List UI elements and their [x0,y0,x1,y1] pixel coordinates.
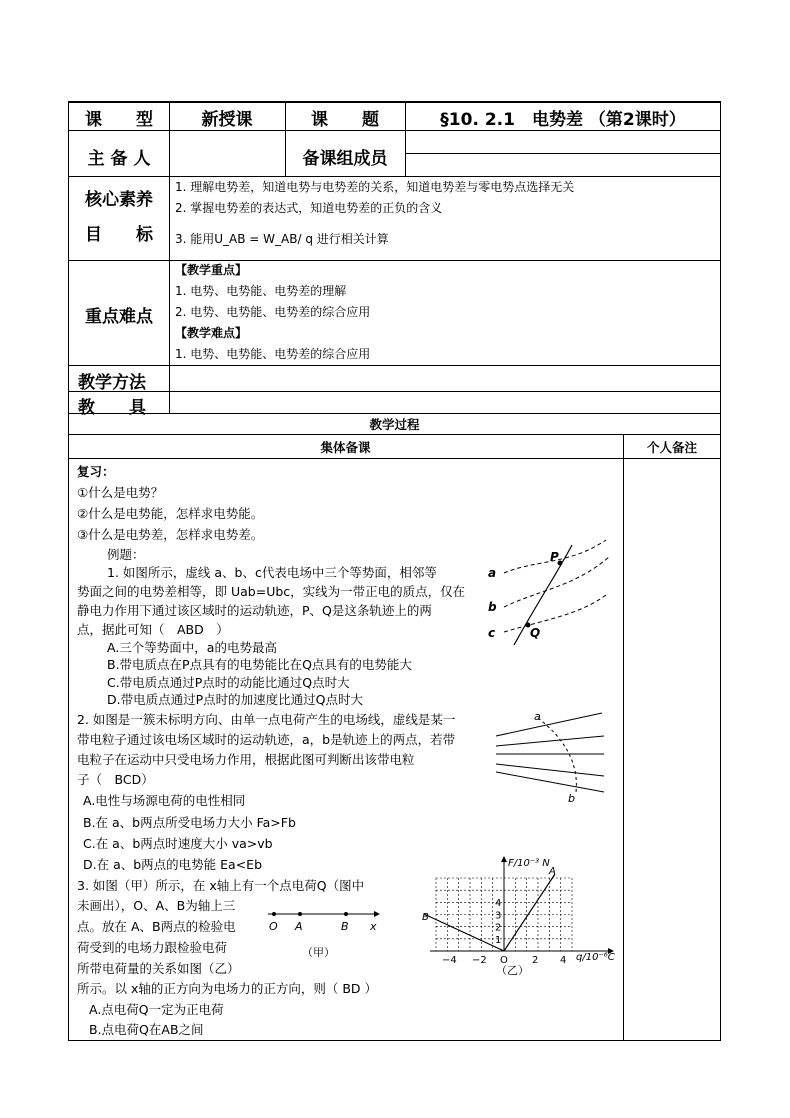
course-type-label: 课 型 [85,110,153,130]
p3-axis-figure [262,904,382,962]
p3-option-b: B.点电荷Q在AB之间 [89,1022,204,1037]
p1-equipotential-figure [484,535,614,645]
topic-value: §10. 2.1 电势差 （第2课时） [440,110,686,130]
label-b: B [422,912,429,923]
col-personal: 个人备注 [646,440,697,455]
p2-line-4: 子（ BCD） [77,772,154,787]
p1-option-c: C.带电质点通过P点时的动能比通过Q点时大 [107,675,350,690]
p3-line-2: 未画出），O、A、B为轴上三 [77,898,236,913]
p2-option-d: D.在 a、b两点的电势能 Ea<Eb [83,857,263,872]
label-p: P [550,550,559,564]
p2-line-2: 带电粒子通过该电场区域时的运动轨迹，a，b是轨迹上的两点，若带 [77,732,456,747]
difficulty-title: 【教学难点】 [175,326,248,340]
field-line-2 [496,736,604,746]
point-o [272,912,276,916]
point-a [298,912,302,916]
x-tick-label: 2 [532,955,539,966]
label-x: x [370,920,377,933]
p1-option-d: D.带电质点通过P点时的加速度比通过Q点时大 [107,692,363,707]
label-a: A [295,920,303,933]
goal-item-1: 1. 理解电势差，知道电势与电势差的关系，知道电势差与零电势点选择无关 [175,180,575,194]
focus-item-1: 1. 电势、电势能、电势差的理解 [175,284,347,298]
p1-line-3: 静电力作用下通过该区域时的运动轨迹，P、Q是这条轨迹上的两 [77,603,432,618]
equipotential-b [504,557,609,607]
y-tick-label: 2 [495,922,502,934]
field-line-1 [496,713,602,736]
goal-item-3: 3. 能用U_AB = W_AB/ q 进行相关计算 [175,232,389,246]
p3-line-5: 所带电荷量的关系如图（乙） [77,961,240,976]
group-label: 备课组成员 [302,149,388,169]
example-label: 例题： [107,547,145,562]
label-o: O [269,920,278,933]
p1-option-b: B.带电质点在P点具有的电势能比在Q点具有的电势能大 [107,657,412,672]
p2-option-b: B.在 a、b两点所受电场力大小 Fa>Fb [83,815,296,830]
p2-line-1: 2. 如图是一簇未标明方向、由单一点电荷产生的电场线，虚线是某一 [77,712,456,727]
p2-option-a: A.电性与场源电荷的电性相同 [83,793,246,808]
review-title: 复习： [77,464,115,479]
label-q: Q [530,626,541,640]
p2-field-lines-figure [494,708,610,806]
goals-label-line2: 目 标 [85,225,153,245]
method-label: 教学方法 [78,373,146,393]
label-a: a [534,710,541,723]
x-tick-label: O [500,955,508,966]
goals-label-line1: 核心素养 [85,190,153,210]
x-tick-label: −4 [442,955,457,966]
review-q1: ①什么是电势？ [77,485,164,500]
y-tick-label: 1 [495,934,502,946]
p3-line-3: 点。放在 A、B两点的检验电 [77,919,236,934]
label-b: b [568,792,575,805]
goal-item-2: 2. 掌握电势差的表达式，知道电势差的正负的含义 [175,201,443,215]
p3-force-charge-graph [420,856,620,978]
label-a: A [549,866,556,877]
point-b [344,912,348,916]
p1-line-2: 势面之间的电势差相等，即 Uab=Ubc，实线为一带正电的质点，仅在 [77,584,466,599]
y-tick-label: 4 [495,898,502,910]
field-line-5 [496,772,604,792]
focus-title: 【教学重点】 [175,263,248,277]
course-type-value: 新授课 [201,110,253,130]
p1-line-4: 点，据此可知（ ABD ） [77,622,229,637]
x-tick-label: −2 [472,955,487,966]
f-axis-label: F/10⁻³ N [508,858,550,869]
key-points-label: 重点难点 [85,307,153,327]
field-line-4 [496,764,604,776]
caption-yi: （乙） [496,964,529,977]
process-title: 教学过程 [369,417,420,432]
p3-option-a: A.点电荷Q一定为正电荷 [89,1002,224,1017]
difficulty-item-1: 1. 电势、电势能、电势差的综合应用 [175,347,371,361]
focus-item-2: 2. 电势、电势能、电势差的综合应用 [175,305,371,319]
topic-label: 课 题 [311,110,379,130]
review-q3: ③什么是电势差，怎样求电势差。 [77,527,264,542]
f-axis-arrow [501,856,507,862]
p3-line-4: 荷受到的电场力跟检验电荷 [77,940,228,955]
line-b [424,914,504,951]
x-axis-arrow [374,911,380,917]
label-c: c [488,626,496,640]
preparer-label: 主 备 人 [87,149,151,169]
label-b: B [341,920,349,933]
p3-line-1: 3. 如图（甲）所示，在 x轴上有一个点电荷Q（图中 [77,878,365,893]
y-tick-label: 3 [495,910,502,922]
label-a: a [488,566,497,580]
label-b: b [488,600,497,614]
q-axis-label: q/10⁻⁶C [576,952,615,963]
tools-label: 教 具 [78,398,146,418]
col-group: 集体备课 [320,440,371,455]
p1-option-a: A.三个等势面中，a的电势最高 [107,640,277,655]
line-a [504,874,555,951]
p2-line-3: 电粒子在运动中只受电场力作用，根据此图可判断出该带电粒 [77,752,415,767]
caption-jia: （甲） [302,946,335,959]
p1-line-1: 1. 如图所示，虚线 a、b、c代表电场中三个等势面，相邻等 [107,565,437,580]
p2-option-c: C.在 a、b两点时速度大小 va>vb [83,836,273,851]
trajectory [514,545,572,645]
x-tick-label: 4 [560,955,567,966]
p3-line-6: 所示。以 x轴的正方向为电场力的正方向，则（ BD ） [77,981,378,996]
review-q2: ②什么是电势能，怎样求电势能。 [77,506,264,521]
